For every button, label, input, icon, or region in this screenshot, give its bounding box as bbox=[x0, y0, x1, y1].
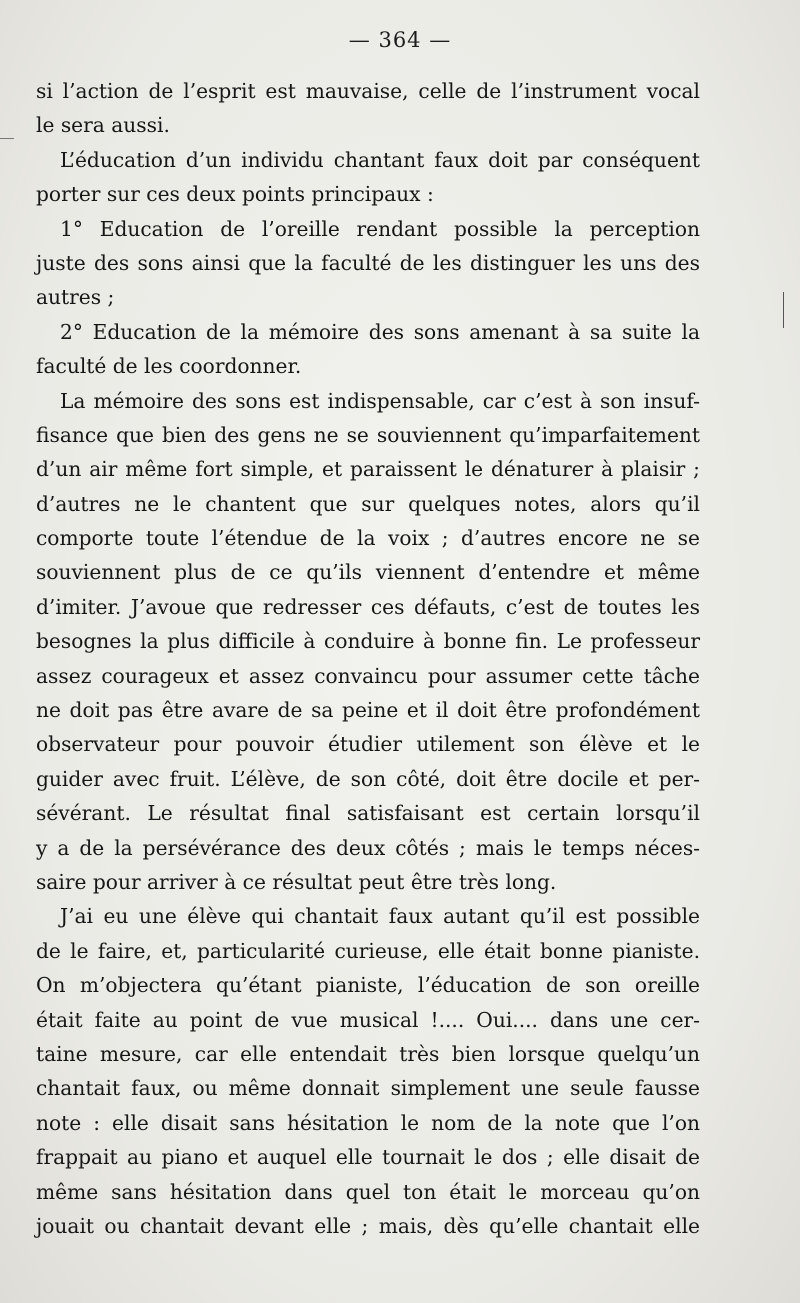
text-line: porter sur ces deux points principaux : bbox=[36, 182, 434, 207]
text-line: J’ai eu une élève qui chantait faux autant qu’il est possible bbox=[60, 904, 700, 929]
margin-dash bbox=[0, 138, 14, 139]
text-line: le sera aussi. bbox=[36, 113, 170, 138]
margin-line bbox=[783, 292, 784, 328]
text-line: d’autres ne le chantent que sur quelques notes, alors qu’il bbox=[36, 491, 700, 516]
text-line: assez courageux et assez convaincu pour assumer cette tâche bbox=[36, 663, 700, 688]
page-number: — 364 — bbox=[348, 28, 452, 52]
text-line: autres ; bbox=[36, 285, 115, 310]
text-line: ne doit pas être avare de sa peine et il doit être profondément bbox=[36, 698, 700, 723]
text-line: jouait ou chantait devant elle ; mais, dès qu’elle chantait elle bbox=[36, 1213, 700, 1238]
text-line: besognes la plus difficile à conduire à bonne fin. Le professeur bbox=[36, 629, 700, 654]
text-line: note : elle disait sans hésitation le nom de la note que l’on bbox=[36, 1110, 700, 1135]
text-line: 2° Education de la mémoire des sons amenant à sa suite la bbox=[60, 319, 700, 344]
text-line: d’imiter. J’avoue que redresser ces défauts, c’est de toutes les bbox=[36, 594, 700, 619]
text-line: de le faire, et, particularité curieuse, elle était bonne pianiste. bbox=[36, 938, 700, 963]
text-line: d’un air même fort simple, et paraissent le dénaturer à plaisir ; bbox=[36, 457, 700, 482]
text-line: comporte toute l’étendue de la voix ; d’autres encore ne se bbox=[36, 526, 700, 551]
text-line: frappait au piano et auquel elle tournait le dos ; elle disait de bbox=[36, 1145, 700, 1170]
text-line: même sans hésitation dans quel ton était le morceau qu’on bbox=[36, 1179, 700, 1204]
text-line: sévérant. Le résultat final satisfaisant est certain lorsqu’il bbox=[36, 801, 700, 826]
text-line: taine mesure, car elle entendait très bien lorsque quelqu’un bbox=[36, 1041, 700, 1066]
text-line: On m’objectera qu’étant pianiste, l’éducation de son oreille bbox=[36, 973, 700, 998]
text-line: y a de la persévérance des deux côtés ; mais le temps néces- bbox=[36, 835, 700, 860]
text-line: chantait faux, ou même donnait simplement une seule fausse bbox=[36, 1076, 700, 1101]
text-line: L’éducation d’un individu chantant faux doit par conséquent bbox=[60, 147, 700, 172]
text-line: 1° Education de l’oreille rendant possible la perception bbox=[60, 216, 700, 241]
text-line: juste des sons ainsi que la faculté de les distinguer les uns des bbox=[36, 250, 700, 275]
text-line: si l’action de l’esprit est mauvaise, celle de l’instrument vocal bbox=[36, 79, 700, 103]
text-line: saire pour arriver à ce résultat peut être très long. bbox=[36, 869, 557, 894]
text-line: guider avec fruit. L’élève, de son côté, doit être docile et per- bbox=[36, 766, 700, 791]
text-line: souviennent plus de ce qu’ils viennent d’entendre et même bbox=[36, 560, 700, 585]
text-line: fisance que bien des gens ne se souviennent qu’imparfaitement bbox=[36, 422, 700, 447]
text-line: observateur pour pouvoir étudier utilement son élève et le bbox=[36, 732, 700, 757]
text-line: faculté de les coordonner. bbox=[36, 354, 302, 379]
text-line: La mémoire des sons est indispensable, car c’est à son insuf- bbox=[60, 388, 700, 413]
text-line: était faite au point de vue musical !.... Oui.... dans une cer- bbox=[36, 1007, 700, 1032]
body-text bbox=[36, 74, 700, 1243]
